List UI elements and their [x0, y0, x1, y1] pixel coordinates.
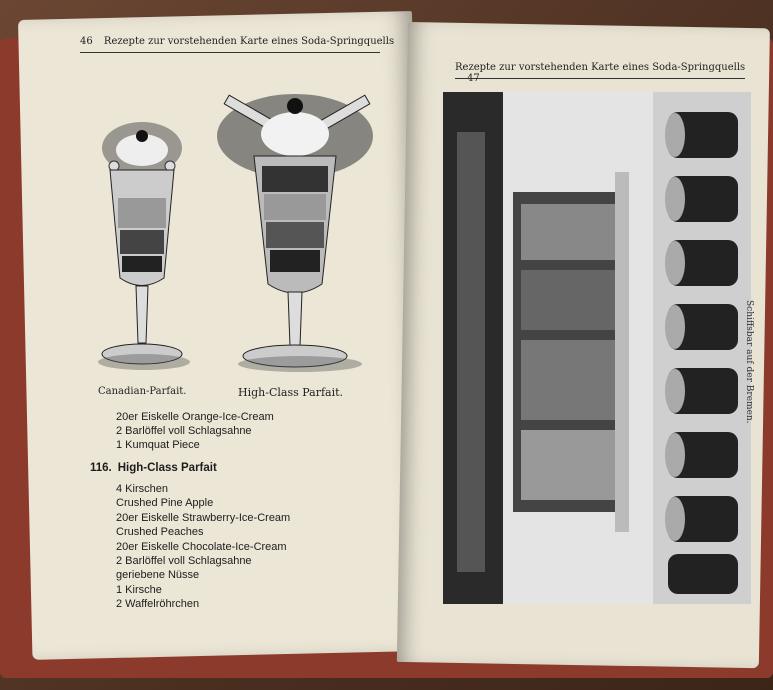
ingredient-line: 2 Barlöffel voll Schlagsahne	[116, 425, 252, 437]
ship-bar-photograph	[443, 92, 751, 604]
ingredient-line: 1 Kirsche	[116, 583, 162, 596]
caption-high-class-parfait: High-Class Parfait.	[238, 386, 344, 399]
right-page-header	[455, 62, 773, 84]
photo-caption: Schiffsbar auf der Bremen.	[744, 300, 754, 424]
caption-canadian-parfait: Canadian-Parfait.	[98, 386, 187, 397]
canadian-parfait-illustration	[92, 118, 192, 373]
ingredient-line: Crushed Peaches	[116, 526, 204, 539]
photograph-content	[443, 92, 751, 604]
ingredient-line: 2 Waffelröhrchen	[116, 598, 200, 611]
left-page-header	[80, 36, 394, 47]
recipe-title	[90, 462, 217, 474]
recipe-name: High-Class Parfait	[117, 462, 217, 474]
left-header-text: Rezepte zur vorstehenden Karte eines Soda-Springquells	[103, 36, 395, 47]
right-header-text: Rezepte zur vorstehenden Karte eines Soda-Springquells	[455, 62, 746, 73]
left-header-rule	[80, 52, 380, 53]
high-class-parfait-illustration	[210, 84, 380, 374]
ingredient-line: 20er Eiskelle Strawberry-Ice-Cream	[116, 511, 291, 524]
recipe-ingredients	[116, 482, 290, 612]
ingredient-line: Crushed Pine Apple	[116, 497, 214, 510]
recipe-number: 116.	[90, 462, 112, 474]
ingredient-line: 20er Eiskelle Orange-Ice-Cream	[116, 411, 274, 423]
right-header-rule	[455, 78, 745, 79]
ingredient-line: 1 Kumquat Piece	[116, 439, 200, 451]
ingredient-line: 4 Kirschen	[116, 483, 168, 495]
previous-recipe-ingredients	[116, 410, 274, 452]
left-page-number: 46	[80, 36, 93, 47]
ingredient-line: 20er Eiskelle Chocolate-Ice-Cream	[116, 540, 287, 553]
ingredient-line: geriebene Nüsse	[116, 569, 200, 582]
ingredient-line: 2 Barlöffel voll Schlagsahne	[116, 555, 252, 568]
